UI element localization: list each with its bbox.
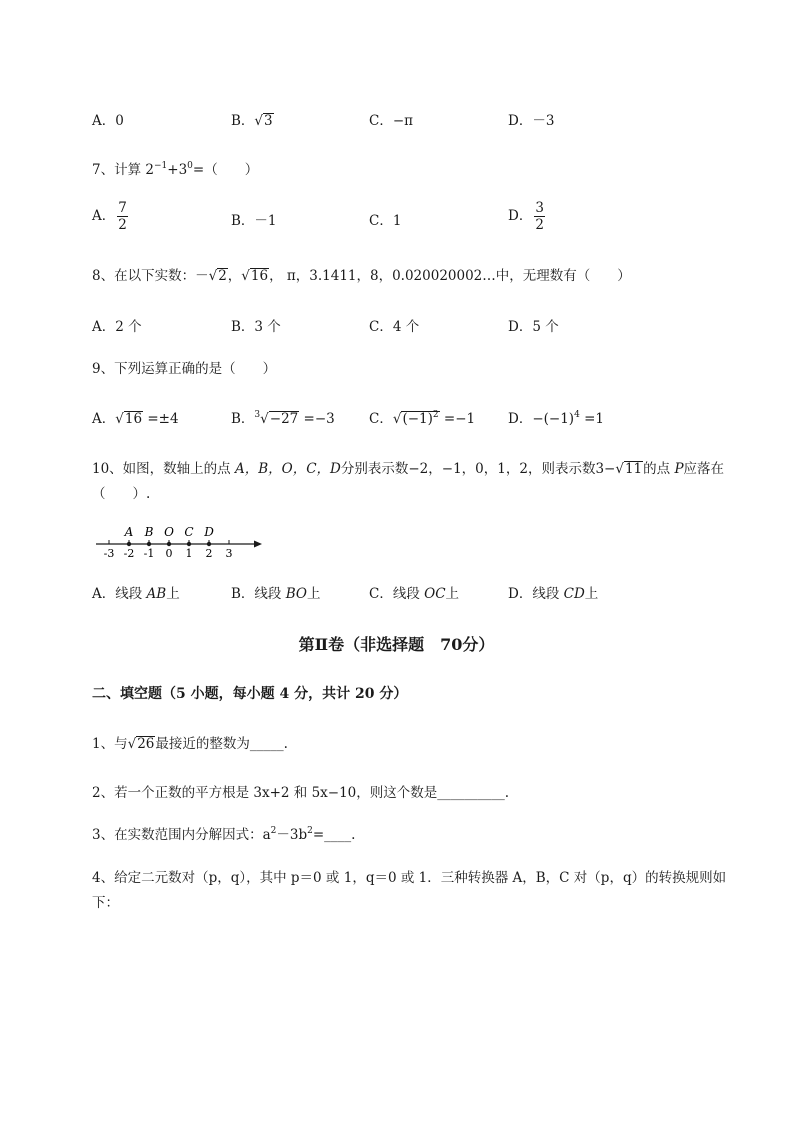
question-8-stem: 8、在以下实数：－√2，√16， π，3.1411，8，0.020020002…中，无理数有（ ） [92, 268, 631, 284]
option-d: D．$-(-1)^4 =1$ [508, 410, 605, 427]
option-d: D．－3 [508, 113, 555, 129]
question-10-stem-line2: （ ）. [92, 486, 151, 502]
option-c: C．线段 OC上 [369, 586, 460, 602]
tick-label: 1 [185, 547, 193, 560]
fraction: $\frac{3}{2}$ [535, 200, 544, 234]
option-b: B．$^3$√−27 =−3 [231, 410, 335, 427]
option-a: A．0 [92, 113, 124, 129]
tick-label: 3 [225, 547, 233, 560]
point-label: C [184, 525, 194, 539]
part-title: 二、填空题（5 小题，每小题 4 分，共计 20 分） [92, 686, 408, 702]
option-b: B．3 个 [231, 319, 281, 335]
fill-question-4: 4、给定二元数对（p，q），其中 p＝0 或 1，q＝0 或 1．三种转换器 A，B，C 对（p，q）的转换规则如 [92, 870, 727, 886]
fill-question-2: 2、若一个正数的平方根是 3x+2 和 5x−10，则这个数是__________. [92, 785, 510, 801]
question-9-stem: 9、下列运算正确的是（ ） [92, 361, 277, 377]
fill-question-1: 1、与√26最接近的整数为_____. [92, 736, 288, 752]
point-label: D [204, 525, 214, 539]
point-label: B [144, 525, 154, 539]
point-dot [207, 542, 211, 546]
question-10-stem: 10、如图，数轴上的点 A，B，O，C，D分别表示数−2，−1，0，1，2，则表示数3−√11的点 P应落在 [92, 461, 725, 477]
point-dot [127, 542, 131, 546]
option-b: B．线段 BO上 [231, 586, 321, 602]
tick-label: 2 [205, 547, 213, 560]
option-c: C．−π [369, 113, 414, 129]
option-b: B．√3 [231, 113, 273, 129]
option-b: B．－1 [231, 213, 277, 229]
point-dot [147, 542, 151, 546]
number-line-figure [92, 520, 272, 562]
point-dot [167, 542, 171, 546]
option-a: A． $\frac{7}{2}$ [92, 200, 127, 234]
option-c: C．$√(-1)^2 =-1$ [369, 410, 476, 427]
section-title: 第Ⅱ卷（非选择题 70分） [298, 635, 495, 654]
fill-question-4-line2: 下： [92, 895, 119, 911]
tick-label: -3 [103, 547, 115, 560]
sqrt-symbol: √3 [254, 113, 273, 129]
option-a: A．√16 =±4 [92, 411, 179, 427]
option-d: D． $\frac{3}{2}$ [508, 200, 544, 234]
point-label: A [124, 525, 134, 539]
tick-label: 0 [165, 547, 173, 560]
axis-arrow [254, 541, 262, 548]
point-label: O [164, 525, 174, 539]
option-c: C．4 个 [369, 319, 420, 335]
tick-label: -2 [123, 547, 135, 560]
option-d: D．5 个 [508, 319, 559, 335]
option-a: A．线段 AB上 [92, 586, 180, 602]
fraction: $\frac{7}{2}$ [118, 200, 127, 234]
option-c: C．1 [369, 213, 402, 229]
fill-question-3: 3、在实数范围内分解因式：$a^2-3b^2=\_\_\_\_$. [92, 826, 356, 843]
question-7-stem: 7、计算 $2^{-1}+3^0=$（ ） [92, 161, 259, 178]
point-dot [187, 542, 191, 546]
option-d: D．线段 CD上 [508, 586, 599, 602]
option-a: A．2 个 [92, 319, 142, 335]
tick-label: -1 [143, 547, 155, 560]
